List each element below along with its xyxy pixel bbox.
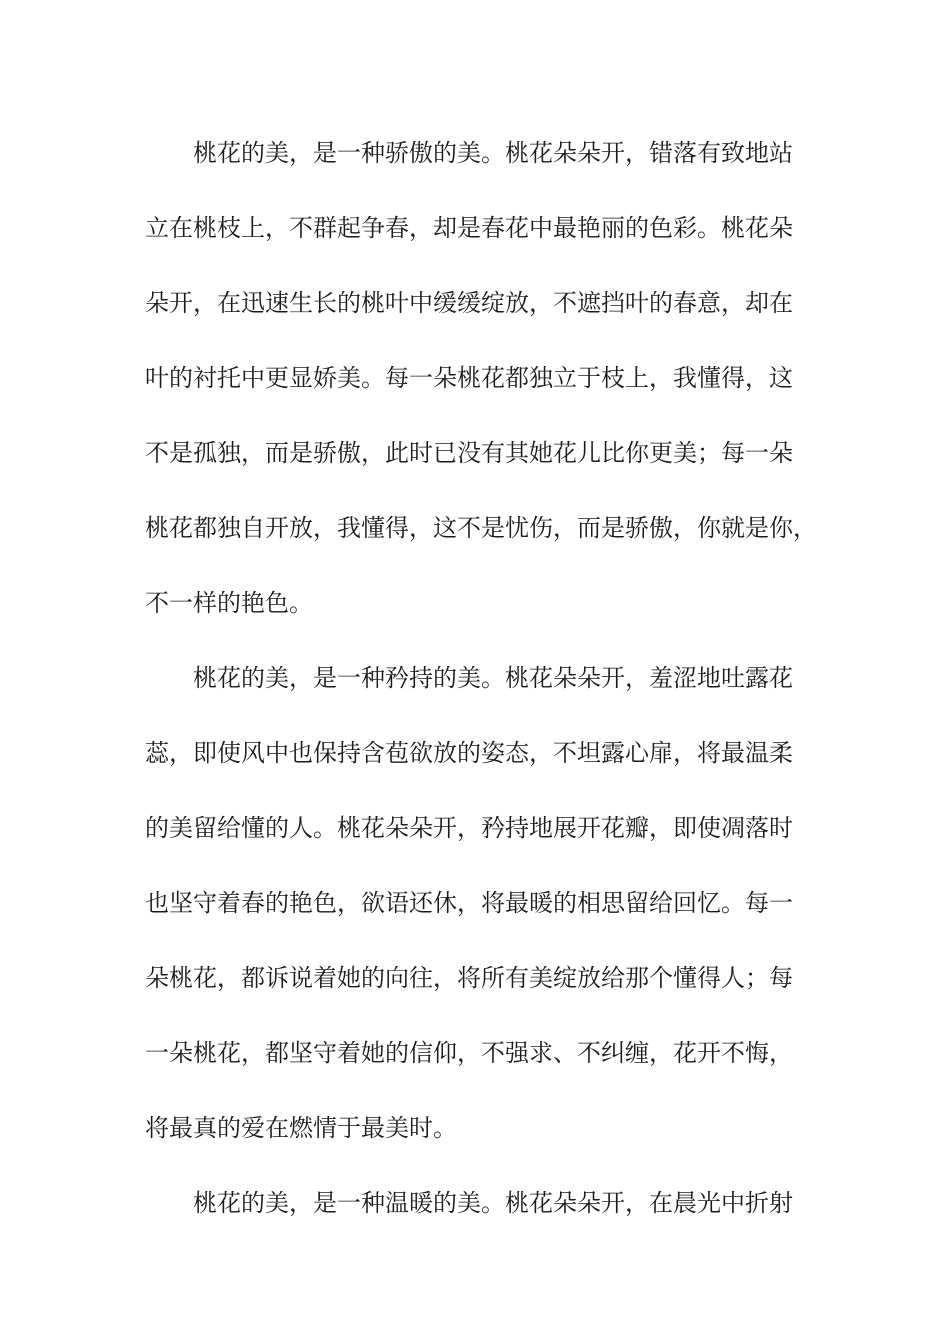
paragraph-1-line-7: 不一样的艳色。 <box>145 589 313 617</box>
paragraph-1-line-2: 立在桃枝上，不群起争春，却是春花中最艳丽的色彩。桃花朵 <box>145 214 793 242</box>
paragraph-1-line-4: 叶的衬托中更显娇美。每一朵桃花都独立于枝上，我懂得，这 <box>145 364 793 392</box>
paragraph-2-line-2: 蕊，即使风中也保持含苞欲放的姿态，不坦露心扉，将最温柔 <box>145 739 793 767</box>
body-text <box>145 130 815 1255</box>
paragraph-1-line-5: 不是孤独，而是骄傲，此时已没有其她花儿比你更美；每一朵 <box>145 439 793 467</box>
paragraph-2-line-1: 桃花的美，是一种矜持的美。桃花朵朵开，羞涩地吐露花 <box>193 664 793 692</box>
paragraph-3-line-1: 桃花的美，是一种温暖的美。桃花朵朵开，在晨光中折射 <box>193 1189 793 1217</box>
paragraph-2-line-7: 将最真的爱在燃情于最美时。 <box>145 1114 457 1142</box>
paragraph-1-line-6: 桃花都独自开放，我懂得，这不是忧伤，而是骄傲，你就是你， <box>145 514 817 542</box>
paragraph-2-line-3: 的美留给懂的人。桃花朵朵开，矜持地展开花瓣，即使凋落时 <box>145 814 793 842</box>
paragraph-2-line-4: 也坚守着春的艳色，欲语还休，将最暖的相思留给回忆。每一 <box>145 889 793 917</box>
paragraph-1-line-3: 朵开，在迅速生长的桃叶中缓缓绽放，不遮挡叶的春意，却在 <box>145 289 793 317</box>
paragraph-2-line-6: 一朵桃花，都坚守着她的信仰，不强求、不纠缠，花开不悔， <box>145 1039 793 1067</box>
paragraph-1-line-1: 桃花的美，是一种骄傲的美。桃花朵朵开，错落有致地站 <box>193 139 793 167</box>
paragraph-2-line-5: 朵桃花，都诉说着她的向往，将所有美绽放给那个懂得人；每 <box>145 964 793 992</box>
